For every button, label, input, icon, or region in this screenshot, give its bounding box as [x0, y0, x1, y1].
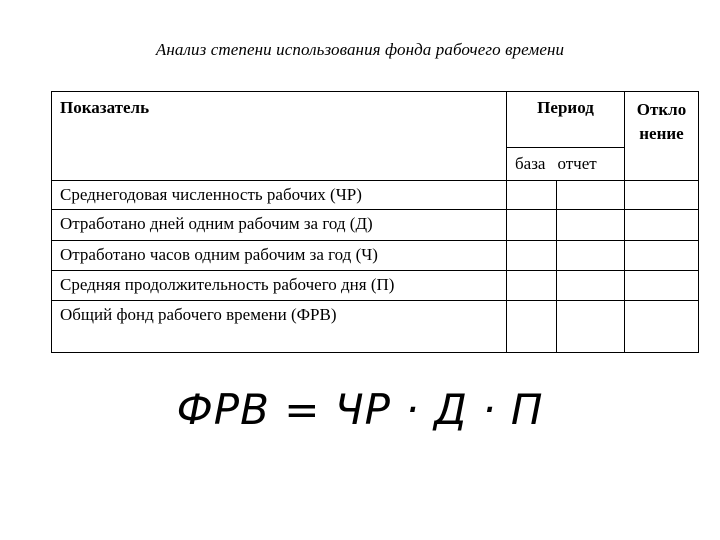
table-cell-base: [507, 241, 557, 271]
table-cell-report: [557, 210, 625, 241]
header-indicator: Показатель: [52, 92, 507, 181]
table-cell-deviation: [625, 210, 699, 241]
table-cell-base: [507, 271, 557, 301]
formula: ФРВ = ЧР · Д · П: [176, 385, 544, 434]
table-cell-report: [557, 301, 625, 353]
analysis-table: [51, 91, 699, 353]
table-cell-base: [507, 301, 557, 353]
table-row-label: Общий фонд рабочего времени (ФРВ): [52, 301, 507, 353]
table-cell-deviation: [625, 181, 699, 210]
table-cell-report: [557, 181, 625, 210]
header-report: отчет: [557, 154, 597, 173]
table-row-label: Отработано часов одним рабочим за год (Ч): [52, 241, 507, 271]
table-cell-base: [507, 210, 557, 241]
header-deviation: [625, 92, 699, 181]
table-row-label: Среднегодовая численность рабочих (ЧР): [52, 181, 507, 210]
table-cell-report: [557, 241, 625, 271]
header-subperiods: [507, 148, 625, 181]
page-title: Анализ степени использования фонда рабочего времени: [155, 40, 565, 59]
table-cell-report: [557, 271, 625, 301]
table-cell-deviation: [625, 301, 699, 353]
table-row-label: Средняя продолжительность рабочего дня (П): [52, 271, 507, 301]
header-base: база: [515, 154, 546, 173]
header-deviation-text: Откло нение: [636, 100, 687, 143]
table-row-label: Отработано дней одним рабочим за год (Д): [52, 210, 507, 241]
table-cell-base: [507, 181, 557, 210]
table-cell-deviation: [625, 271, 699, 301]
table-cell-deviation: [625, 241, 699, 271]
header-period: Период: [507, 92, 625, 148]
